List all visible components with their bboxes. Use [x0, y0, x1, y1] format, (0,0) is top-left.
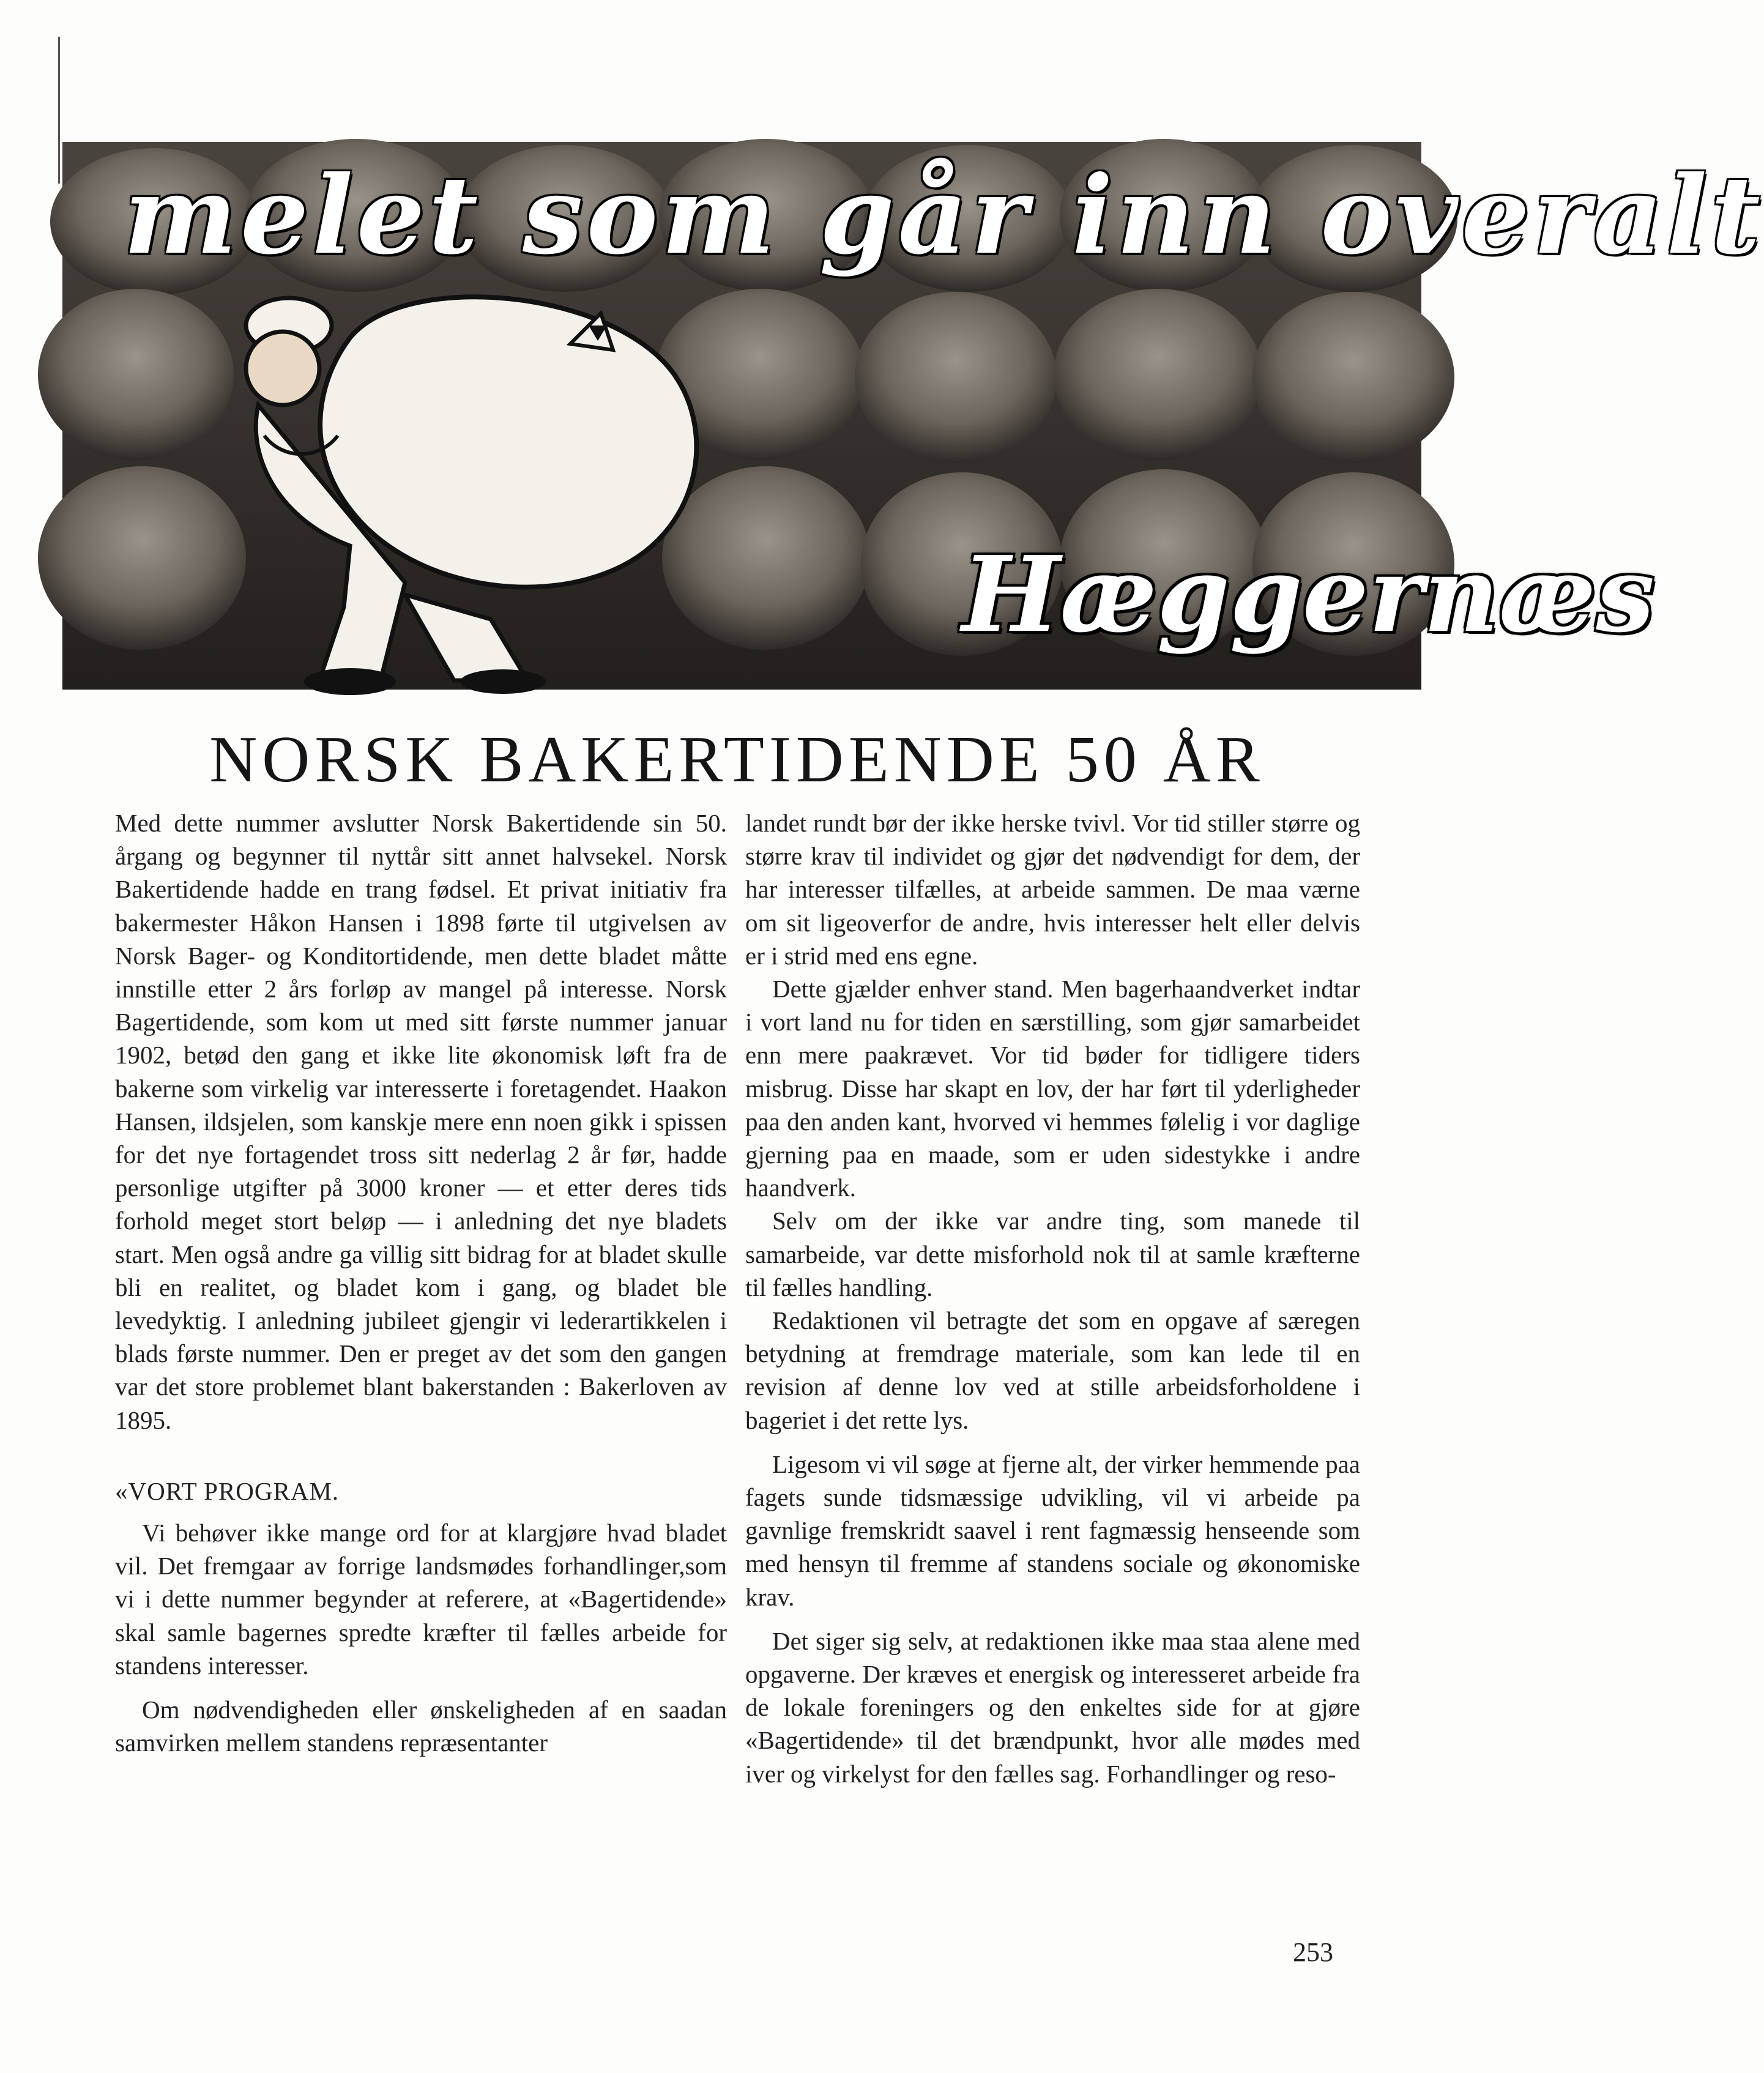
- ad-brand-logo: Hæggernæs: [962, 534, 1655, 656]
- right-column: [745, 806, 1360, 1790]
- article-title: NORSK BAKERTIDENDE 50 ÅR: [209, 723, 1265, 796]
- left-paragraph-2: Vi behøver ikke mange ord for at klargjøre hvad bladet vil. Det fremgaar av forrige landsmødes forhandlinger,som vi i dette nummer begynder at referere, at «Bagertidende» skal samle bagernes spredte kræfter til fælles arbeide for standens interesser.: [115, 1519, 727, 1680]
- advertisement-banner: [62, 142, 1764, 690]
- right-paragraph-2: Dette gjælder enhver stand. Men bagerhaandverket indtar i vort land nu for tiden en særstilling, som gjør samarbeidet enn mere paakrævet. Vor tid bøder for tidligere tiders misbrug. Disse har skapt en lov, der har ført til yderligheder paa den anden kant, hvorved vi hemmes følelig i vor daglige gjerning paa en maade, som er uden sidestykke i andre haandverk.: [745, 975, 1360, 1202]
- right-paragraph-4: Redaktionen vil betragte det som en opgave af særegen betydning at fremdrage materiale, som kan lede til en revision af denne lov ved at stille arbeidsforholdene i bageriet i det rette lys.: [745, 1306, 1360, 1434]
- right-paragraph-6: Det siger sig selv, at redaktionen ikke maa staa alene med opgaverne. Der kræves et energisk og interesseret arbeide fra de lokale foreningers og den enkeltes side for at gjøre «Bagertidende» til det brændpunkt, hvor alle mødes med iver og virkelyst for den fælles sag. Forhandlinger og reso-: [745, 1626, 1360, 1788]
- left-column: [115, 806, 727, 1759]
- left-paragraph-1: Med dette nummer avslutter Norsk Bakertidende sin 50. årgang og begynner til nyttår sitt annet halvsekel. Norsk Bakertidende hadde en trang fødsel. Et privat initiativ fra bakermester Håkon Hansen i 1898 førte til utgivelsen av Norsk Bager- og Konditortidende, men dette bladet måtte innstille etter 2 års forløp av mangel på interesse. Norsk Bagertidende, som kom ut med sitt første nummer januar 1902, betød den gang et ikke lite økonomisk løft fra de bakerne som virkelig var interesserte i foretagendet. Haakon Hansen, ildsjelen, som kanskje mere enn noen gikk i spissen for det nye fortagendet tross sitt nederlag 2 år før, hadde personlige utgifter på 3000 kroner — et etter deres tids forhold meget stort beløp — i anledning det nye bladets start. Men også andre ga villig sitt bidrag for at bladet skulle bli en realitet, og bladet kom i gang, og bladet ble levedyktig. I anledning jubileet gjengir vi lederartikkelen i blads første nummer. Den er preget av det som den gangen var det store problemet blant bakerstanden : Bakerloven av 1895.: [115, 809, 727, 1434]
- page-number: 253: [1293, 1937, 1333, 1967]
- page-edge-line: [58, 37, 60, 184]
- right-paragraph-1: landet rundt bør der ikke herske tvivl. Vor tid stiller større og større krav til individet og gjør det nødvendigt for dem, der har interesser tilfælles, at arbeide sammen. De maa værne om sit ligeoverfor de andre, hvis interesser helt eller delvis er i strid med ens egne.: [745, 809, 1360, 970]
- right-paragraph-3: Selv om der ikke var andre ting, som manede til samarbeide, var dette misforhold nok til at samle kræfterne til fælles handling.: [745, 1207, 1360, 1301]
- ad-slogan: melet som går inn overalt: [124, 153, 1764, 278]
- right-paragraph-5: Ligesom vi vil søge at fjerne alt, der virker hemmende paa fagets sunde tidsmæssige udvikling, vil vi arbeide pa gavnlige fremskridt saavel i rent fagmæssig henseende som med hensyn til fremme af standens sociale og økonomiske krav.: [745, 1450, 1360, 1611]
- left-paragraph-3: Om nødvendigheden eller ønskeligheden af en saadan samvirken mellem standens repræsentanter: [115, 1695, 727, 1757]
- program-subheading: «VORT PROGRAM.: [115, 1476, 340, 1505]
